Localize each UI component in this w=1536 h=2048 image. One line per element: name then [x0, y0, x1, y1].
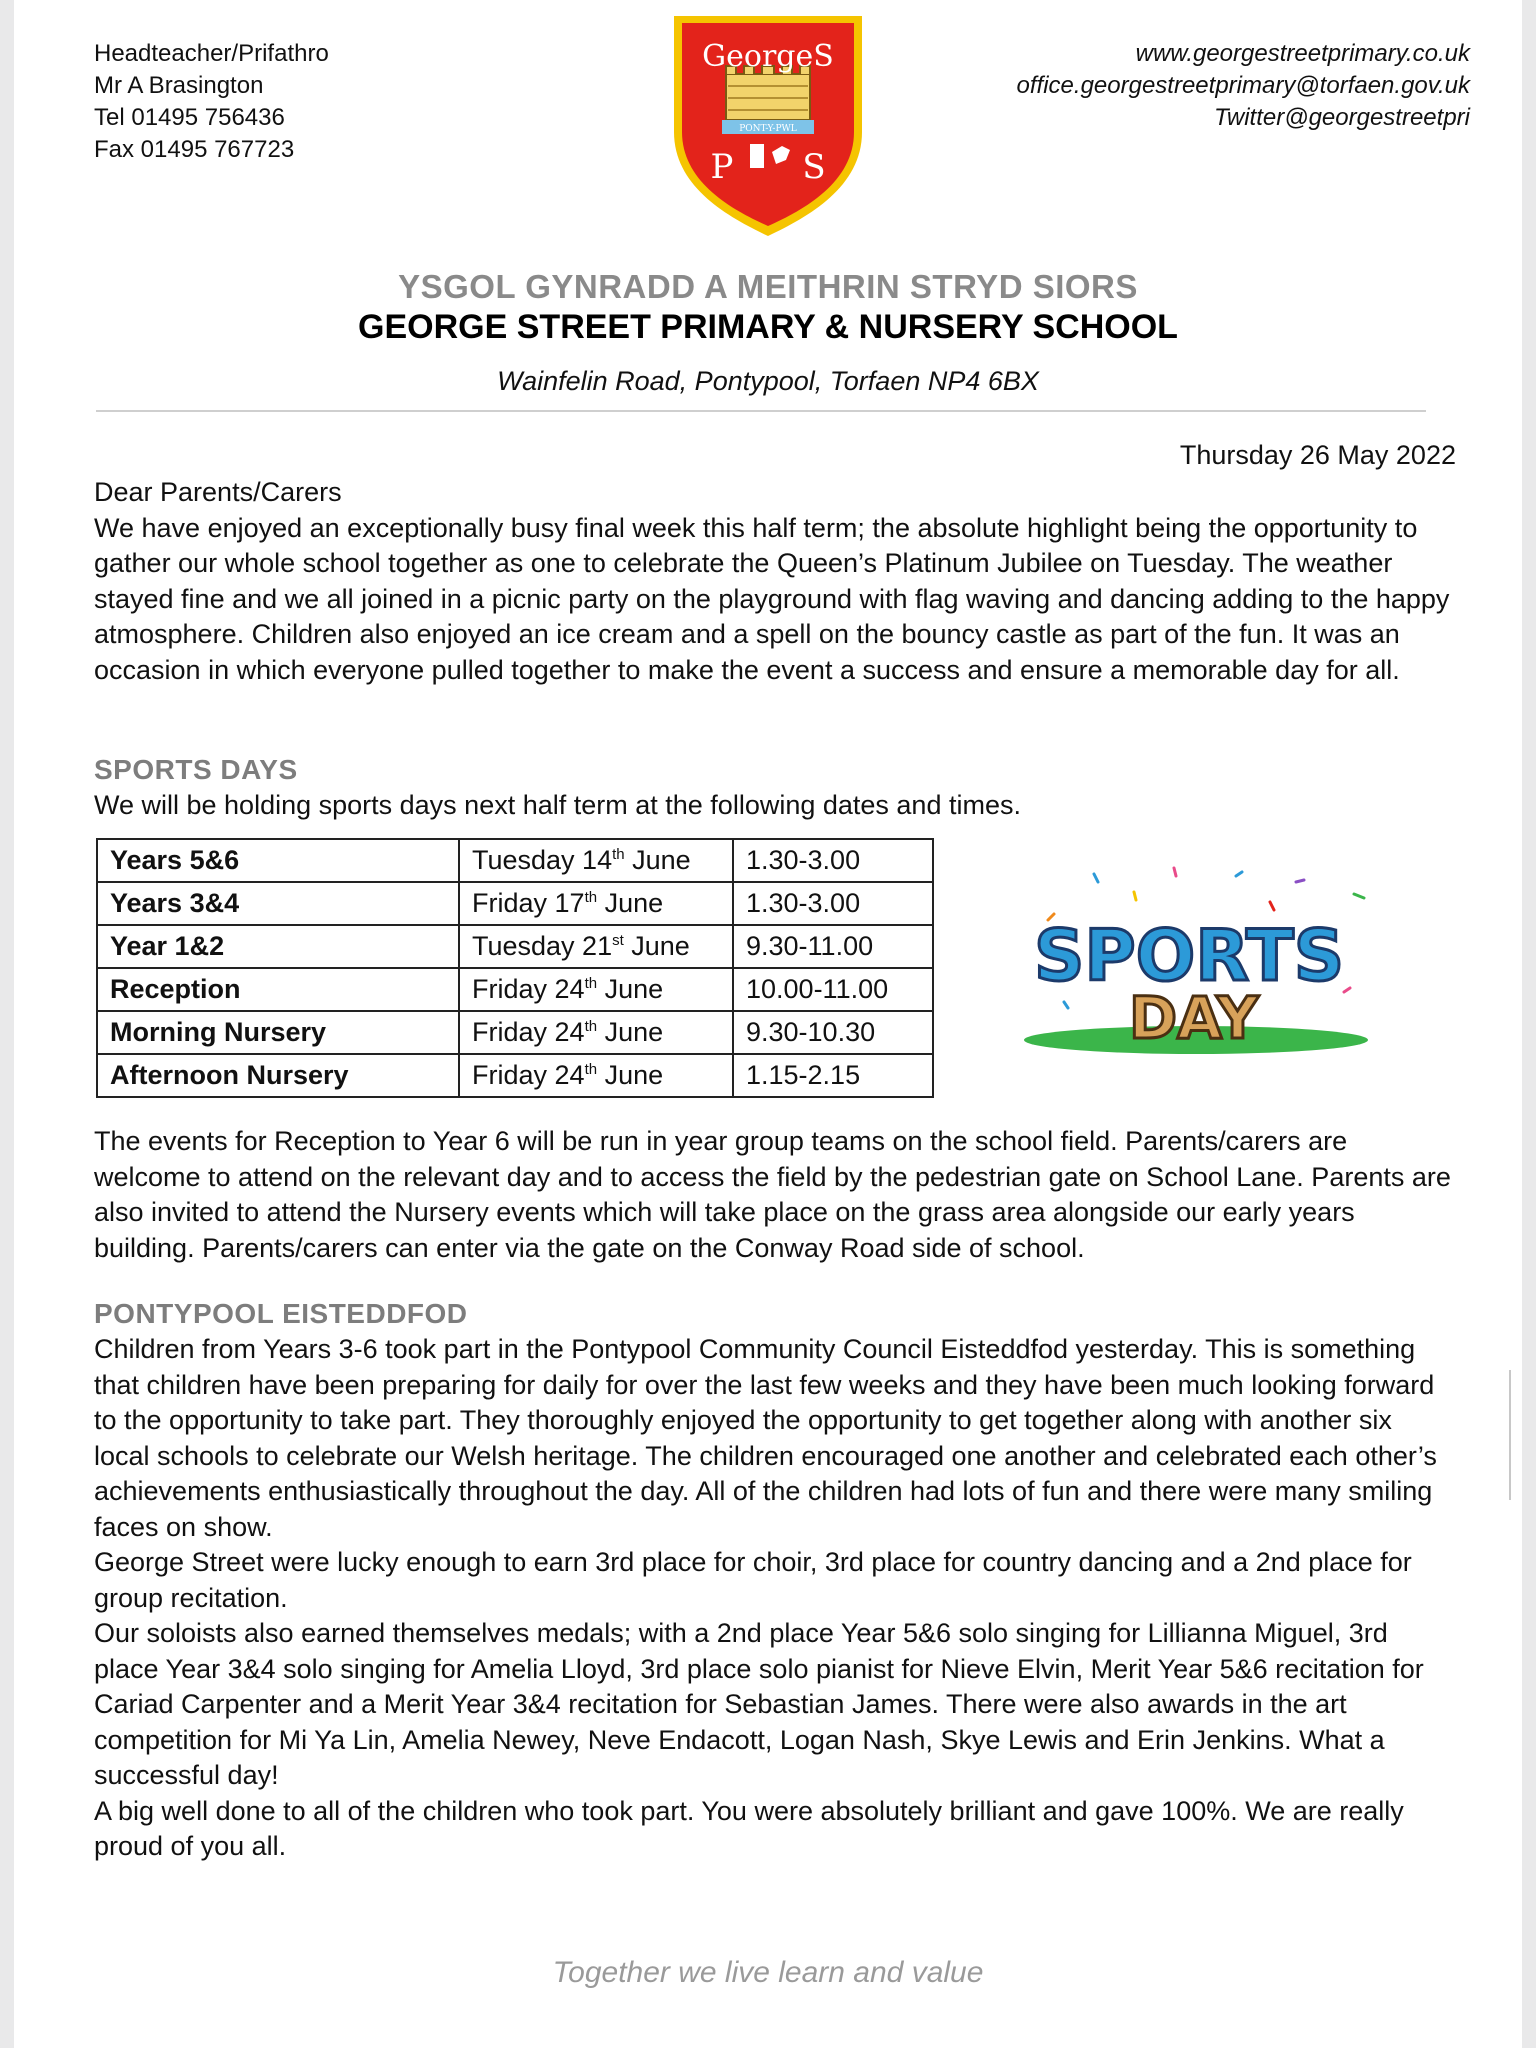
date-day: Friday 24: [472, 974, 585, 1004]
sports-intro: We will be holding sports days next half term at the following dates and times.: [94, 790, 1021, 820]
salutation: Dear Parents/Carers: [94, 477, 342, 507]
headteacher-title: Headteacher/Prifathro: [94, 40, 329, 67]
scroll-indicator[interactable]: [1508, 1370, 1512, 1500]
year-group-cell: Afternoon Nursery: [97, 1054, 459, 1097]
time-cell: 1.15-2.15: [733, 1054, 933, 1097]
school-motto: Together we live learn and value: [552, 1956, 984, 1989]
date-month: June: [597, 1017, 664, 1047]
table-row: [97, 925, 933, 968]
letter-intro-block: [94, 475, 1454, 688]
date-suffix: th: [584, 1061, 598, 1078]
svg-text:PONT-Y-PWL: PONT-Y-PWL: [739, 124, 797, 134]
intro-paragraph: We have enjoyed an exceptionally busy final week this half term; the absolute highlight being the opportunity to gather our whole school together as one to celebrate the Queen’s Platinum Jubilee on Tuesday. The weather stayed fine and we all joined in a picnic party on the playground with flag waving and dancing adding to the happy atmosphere. Children also enjoyed an ice cream and a spell on the bouncy castle as part of the fun. It was an occasion in which everyone pulled together to make the event a success and ensure a memorable day for all.: [94, 512, 1450, 685]
year-group-cell: Year 1&2: [97, 925, 459, 968]
school-crest-logo: [668, 12, 868, 240]
letter-date: Thursday 26 May 2022: [1179, 440, 1456, 470]
date-day: Friday 17: [472, 888, 585, 918]
date-day: Tuesday 21: [472, 931, 613, 961]
table-row: [97, 839, 933, 882]
letter-page: [14, 0, 1522, 2048]
date-cell: [459, 839, 733, 882]
date-day: Friday 24: [472, 1060, 585, 1090]
contact-left: [94, 38, 329, 166]
date-cell: [459, 968, 733, 1011]
time-cell: 1.30-3.00: [733, 839, 933, 882]
date-cell: [459, 882, 733, 925]
year-group-cell: Years 5&6: [97, 839, 459, 882]
table-row: [97, 882, 933, 925]
school-name-english: GEORGE STREET PRIMARY & NURSERY SCHOOL: [358, 308, 1178, 346]
eisteddfod-heading: PONTYPOOL EISTEDDFOD: [94, 1298, 468, 1329]
svg-text:S: S: [802, 147, 826, 187]
school-address: Wainfelin Road, Pontypool, Torfaen NP4 6BX: [497, 366, 1039, 396]
year-group-cell: Morning Nursery: [97, 1011, 459, 1054]
time-cell: 9.30-10.30: [733, 1011, 933, 1054]
date-suffix: th: [612, 846, 625, 863]
svg-text:P: P: [710, 147, 734, 187]
table-row: [97, 1011, 933, 1054]
date-month: June: [597, 974, 664, 1004]
sports-logo-word: SPORTS: [1034, 915, 1345, 997]
eisteddfod-paragraph-2: George Street were lucky enough to earn 3rd place for choir, 3rd place for country dancing and a 2nd place for group recitation.: [94, 1547, 1412, 1613]
svg-text:GeorgeS: GeorgeS: [702, 39, 834, 74]
school-name-welsh: YSGOL GYNRADD A MEITHRIN STRYD SIORS: [398, 268, 1138, 305]
date-day: Friday 24: [472, 1017, 585, 1047]
sports-days-heading: SPORTS DAYS: [94, 754, 298, 785]
date-suffix: st: [612, 932, 624, 949]
year-group-cell: Reception: [97, 968, 459, 1011]
table-row: [97, 968, 933, 1011]
telephone: Tel 01495 756436: [94, 104, 285, 131]
date-month: June: [597, 888, 664, 918]
sports-details: The events for Reception to Year 6 will be run in year group teams on the school field. Parents/carers are welcome to attend on the relevant day and to access the field by the pedestrian gate on School Lane. Parents are also invited to attend the Nursery events which will take place on the grass area alongside our early years building. Parents/carers can enter via the gate on the Conway Road side of school.: [94, 1126, 1451, 1263]
table-row: [97, 1054, 933, 1097]
website-link[interactable]: www.georgestreetprimary.co.uk: [1135, 40, 1470, 67]
date-cell: [459, 925, 733, 968]
eisteddfod-paragraph-1: Children from Years 3-6 took part in the Pontypool Community Council Eisteddfod yesterday. This is something that children have been preparing for daily for over the last few weeks and they have been much looking forward to the opportunity to take part. They thoroughly enjoyed the opportunity to get together along with another six local schools to celebrate our Welsh heritage. The children encouraged one another and celebrated each other’s achievements enthusiastically throughout the day. All of the children had lots of fun and there were many smiling faces on show.: [94, 1334, 1437, 1542]
time-cell: 9.30-11.00: [733, 925, 933, 968]
twitter-handle[interactable]: Twitter@georgestreetpri: [1213, 104, 1470, 131]
date-cell: [459, 1054, 733, 1097]
time-cell: 1.30-3.00: [733, 882, 933, 925]
eisteddfod-paragraph-4: A big well done to all of the children who took part. You were absolutely brilliant and gave 100%. We are really proud of you all.: [94, 1795, 1404, 1861]
eisteddfod-block: [94, 1332, 1454, 1865]
date-suffix: th: [584, 889, 598, 906]
headteacher-name: Mr A Brasington: [94, 72, 264, 99]
sports-day-logo: [1024, 862, 1394, 1062]
fax: Fax 01495 767723: [94, 136, 295, 163]
sports-days-table: [96, 838, 934, 1098]
eisteddfod-paragraph-3: Our soloists also earned themselves medals; with a 2nd place Year 5&6 solo singing for Lillianna Miguel, 3rd place Year 3&4 solo singing for Amelia Lloyd, 3rd place solo pianist for Nieve Elvin, Merit Year 5&6 recitation for Cariad Carpenter and a Merit Year 3&4 recitation for Sebastian James. There were also awards in the art competition for Mi Ya Lin, Amelia Newey, Neve Endacott, Logan Nash, Skye Lewis and Erin Jenkins. What a successful day!: [94, 1618, 1424, 1790]
date-day: Tuesday 14: [472, 845, 613, 875]
date-month: June: [623, 931, 690, 961]
header-divider: [96, 410, 1426, 412]
date-cell: [459, 1011, 733, 1054]
date-month: June: [597, 1060, 664, 1090]
contact-right: [1017, 38, 1470, 134]
date-suffix: th: [584, 975, 598, 992]
time-cell: 10.00-11.00: [733, 968, 933, 1011]
date-month: June: [624, 845, 691, 875]
date-suffix: th: [584, 1018, 598, 1035]
year-group-cell: Years 3&4: [97, 882, 459, 925]
email-link[interactable]: office.georgestreetprimary@torfaen.gov.uk: [1016, 72, 1470, 99]
day-logo-word: DAY: [1129, 984, 1259, 1052]
